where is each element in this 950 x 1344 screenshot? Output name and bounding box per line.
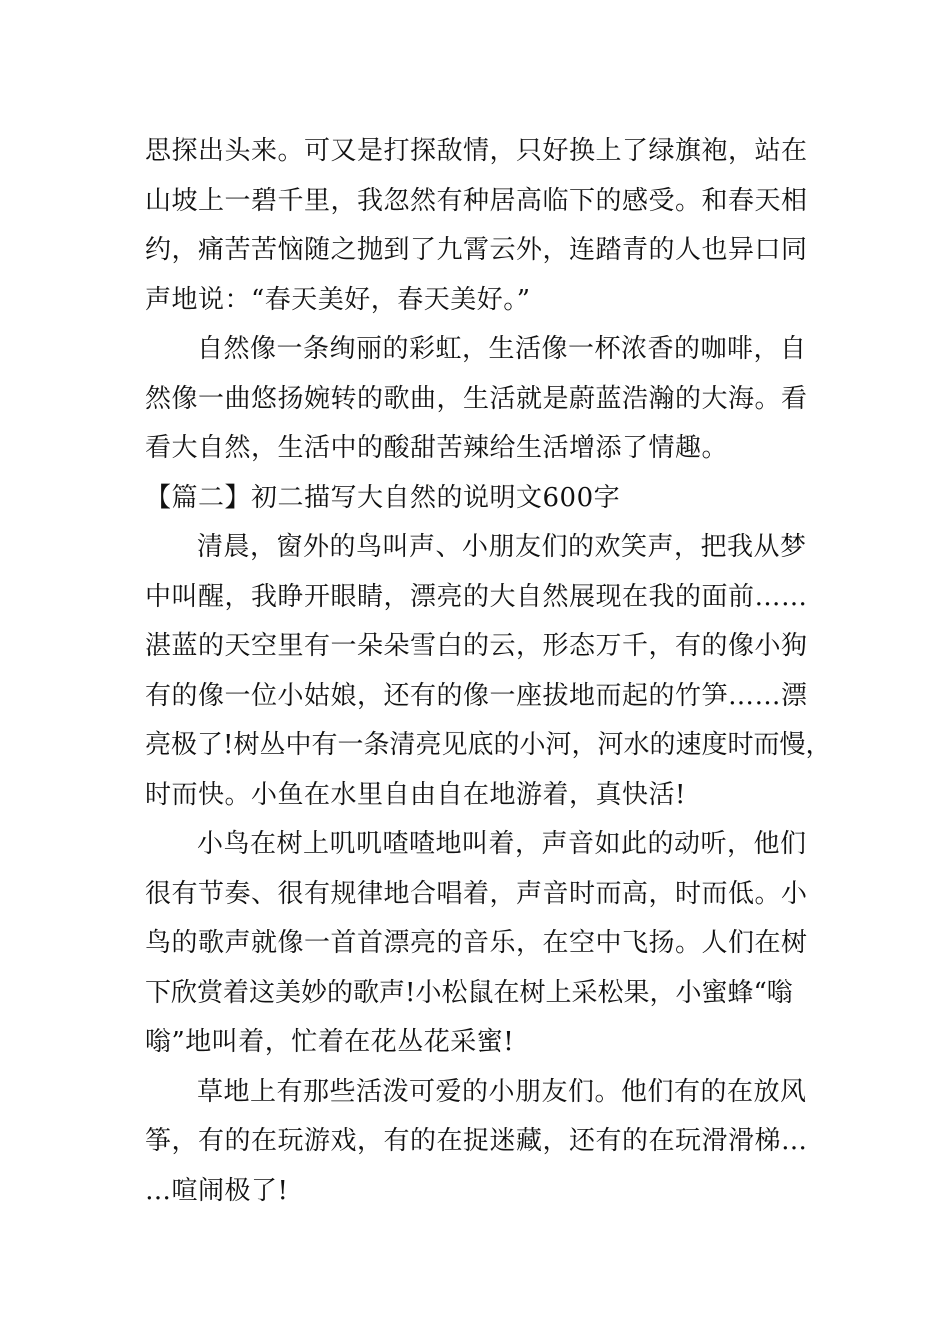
text-line: 山坡上一碧千里，我忽然有种居高临下的感受。和春天相 bbox=[145, 185, 808, 216]
paragraph-first-line: 自然像一条绚丽的彩虹，生活像一杯浓香的咖啡，自 bbox=[197, 334, 807, 364]
text-line: …喧闹极了! bbox=[145, 1175, 289, 1206]
text-line: 筝，有的在玩游戏，有的在捉迷藏，还有的在玩滑滑梯… bbox=[145, 1126, 808, 1156]
paragraph-first-line: 草地上有那些活泼可爱的小朋友们。他们有的在放风 bbox=[197, 1076, 807, 1107]
document-body bbox=[145, 127, 835, 1216]
text-line: 看大自然，生活中的酸甜苦辣给生活增添了情趣。 bbox=[145, 433, 729, 463]
text-line: 亮极了!树丛中有一条清亮见底的小河，河水的速度时而慢， bbox=[145, 730, 832, 760]
text-line: 下欣赏着这美妙的歌声!小松鼠在树上采松果，小蜜蜂“嗡 bbox=[145, 977, 793, 1008]
text-line: 声地说：“春天美好，春天美好。” bbox=[145, 284, 531, 315]
text-line: 然像一曲悠扬婉转的歌曲，生活就是蔚蓝浩瀚的大海。看 bbox=[145, 383, 808, 414]
text-line: 思探出头来。可又是打探敌情，只好换上了绿旗袍，站在 bbox=[145, 136, 808, 166]
paragraph-first-line: 清晨，窗外的鸟叫声、小朋友们的欢笑声，把我从梦 bbox=[197, 532, 807, 562]
section-heading: 【篇二】初二描写大自然的说明文600字 bbox=[145, 482, 621, 513]
text-line: 鸟的歌声就像一首首漂亮的音乐，在空中飞扬。人们在树 bbox=[145, 928, 808, 958]
text-line: 有的像一位小姑娘，还有的像一座拔地而起的竹笋……漂 bbox=[145, 680, 808, 711]
paragraph-first-line: 小鸟在树上叽叽喳喳地叫着，声音如此的动听，他们 bbox=[197, 829, 807, 859]
text-line: 很有节奏、很有规律地合唱着，声音时而高，时而低。小 bbox=[145, 878, 808, 909]
text-line: 时而快。小鱼在水里自由自在地游着，真快活! bbox=[145, 779, 686, 810]
text-line: 中叫醒，我睁开眼睛，漂亮的大自然展现在我的面前…… bbox=[145, 581, 808, 612]
text-line: 约，痛苦苦恼随之抛到了九霄云外，连踏青的人也异口同 bbox=[145, 235, 808, 265]
text-line: 嗡”地叫着，忙着在花丛花采蜜! bbox=[145, 1027, 515, 1057]
text-line: 湛蓝的天空里有一朵朵雪白的云，形态万千，有的像小狗 bbox=[145, 631, 808, 661]
